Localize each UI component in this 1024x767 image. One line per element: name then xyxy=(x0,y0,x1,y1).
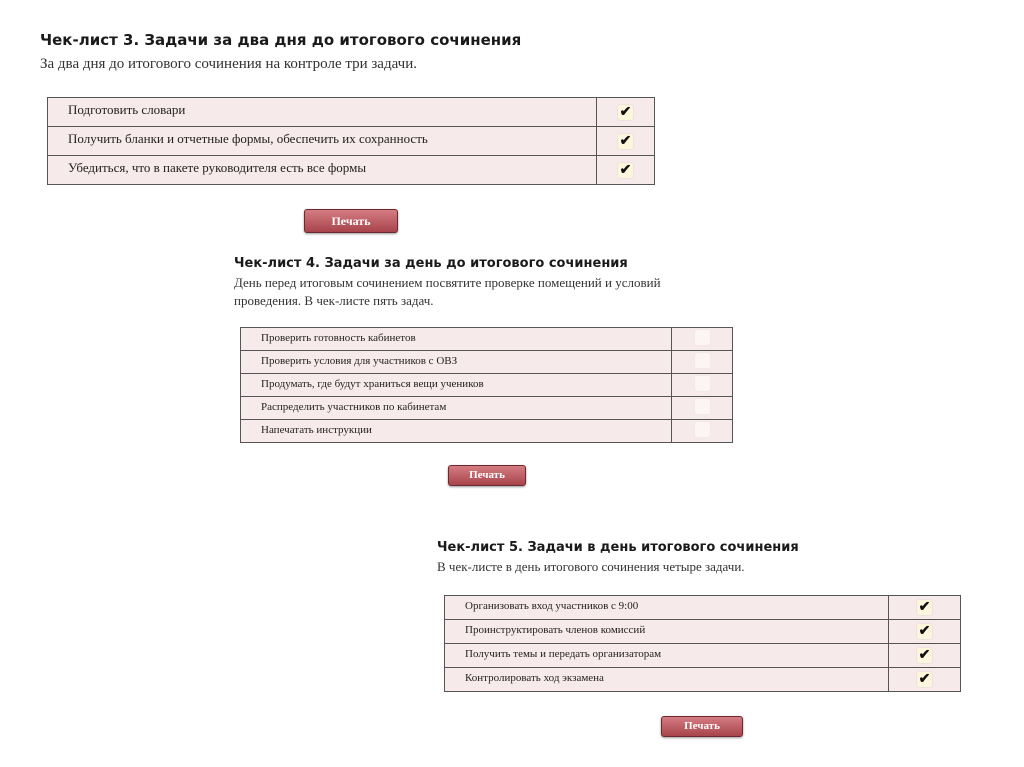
checkbox-checked-icon[interactable]: ✔ xyxy=(918,600,931,615)
checklist-item-label: Получить темы и передать организаторам xyxy=(445,644,889,668)
checklist3-subtitle: За два дня до итогового сочинения на контроле три задачи. xyxy=(40,56,417,72)
checklist-check-cell xyxy=(889,596,961,620)
checkbox-checked-icon[interactable]: ✔ xyxy=(619,163,632,178)
checklist-item-label: Проверить условия для участников с ОВЗ xyxy=(241,351,672,374)
checklist5-print-button[interactable]: Печать xyxy=(661,716,743,737)
checklist-check-cell xyxy=(672,351,733,374)
checklist-row xyxy=(445,620,961,644)
checklist4-print-button[interactable]: Печать xyxy=(448,465,526,486)
checklist-item-label: Распределить участников по кабинетам xyxy=(241,397,672,420)
checklist-row xyxy=(241,397,733,420)
checklist-item-label: Напечатать инструкции xyxy=(241,420,672,443)
checklist-check-cell xyxy=(672,374,733,397)
checklist-row xyxy=(241,351,733,374)
checklist-row xyxy=(48,127,655,156)
checklist-row xyxy=(445,596,961,620)
checklist3-table xyxy=(47,97,655,185)
checklist5-subtitle: В чек-листе в день итогового сочинения четыре задачи. xyxy=(437,559,745,574)
checklist3-title: Чек-лист 3. Задачи за два дня до итогового сочинения xyxy=(40,31,522,49)
checklist-check-cell xyxy=(672,328,733,351)
checklist-check-cell xyxy=(597,156,655,185)
checklist-row xyxy=(48,156,655,185)
checklist5-title: Чек-лист 5. Задачи в день итогового сочинения xyxy=(437,540,799,555)
checkbox-checked-icon[interactable]: ✔ xyxy=(619,105,632,120)
checklist5-table xyxy=(444,595,961,692)
checkbox-empty[interactable] xyxy=(695,399,710,414)
checklist-item-label: Контролировать ход экзамена xyxy=(445,668,889,692)
checklist3-print-button[interactable]: Печать xyxy=(304,209,398,233)
checklist-check-cell xyxy=(889,644,961,668)
checkbox-empty[interactable] xyxy=(695,330,710,345)
checklist-check-cell xyxy=(672,420,733,443)
checklist-item-label: Проверить готовность кабинетов xyxy=(241,328,672,351)
checklist4-subtitle-line1: День перед итоговым сочинением посвятите проверке помещений и условий xyxy=(234,275,661,290)
checklist-check-cell xyxy=(597,127,655,156)
checkbox-checked-icon[interactable]: ✔ xyxy=(918,648,931,663)
checklist-check-cell xyxy=(889,620,961,644)
checklist-check-cell xyxy=(889,668,961,692)
checklist-row xyxy=(445,644,961,668)
checklist-row xyxy=(241,328,733,351)
checklist4-table xyxy=(240,327,733,443)
checklist-row xyxy=(241,420,733,443)
checklist-item-label: Подготовить словари xyxy=(48,98,597,127)
checklist4-subtitle-line2: проведения. В чек-листе пять задач. xyxy=(234,293,434,308)
checklist-row xyxy=(241,374,733,397)
checkbox-empty[interactable] xyxy=(695,376,710,391)
checkbox-checked-icon[interactable]: ✔ xyxy=(619,134,632,149)
checklist-item-label: Организовать вход участников с 9:00 xyxy=(445,596,889,620)
checklist-check-cell xyxy=(672,397,733,420)
checklist-row xyxy=(48,98,655,127)
checkbox-checked-icon[interactable]: ✔ xyxy=(918,624,931,639)
checklist4-title: Чек-лист 4. Задачи за день до итогового сочинения xyxy=(234,256,628,271)
checkbox-empty[interactable] xyxy=(695,353,710,368)
checklist-item-label: Проинструктировать членов комиссий xyxy=(445,620,889,644)
checklist-item-label: Убедиться, что в пакете руководителя есть все формы xyxy=(48,156,597,185)
checkbox-checked-icon[interactable]: ✔ xyxy=(918,672,931,687)
checkbox-empty[interactable] xyxy=(695,422,710,437)
checklist-item-label: Продумать, где будут храниться вещи учеников xyxy=(241,374,672,397)
checklist-check-cell xyxy=(597,98,655,127)
checklist-item-label: Получить бланки и отчетные формы, обеспечить их сохранность xyxy=(48,127,597,156)
checklist-row xyxy=(445,668,961,692)
